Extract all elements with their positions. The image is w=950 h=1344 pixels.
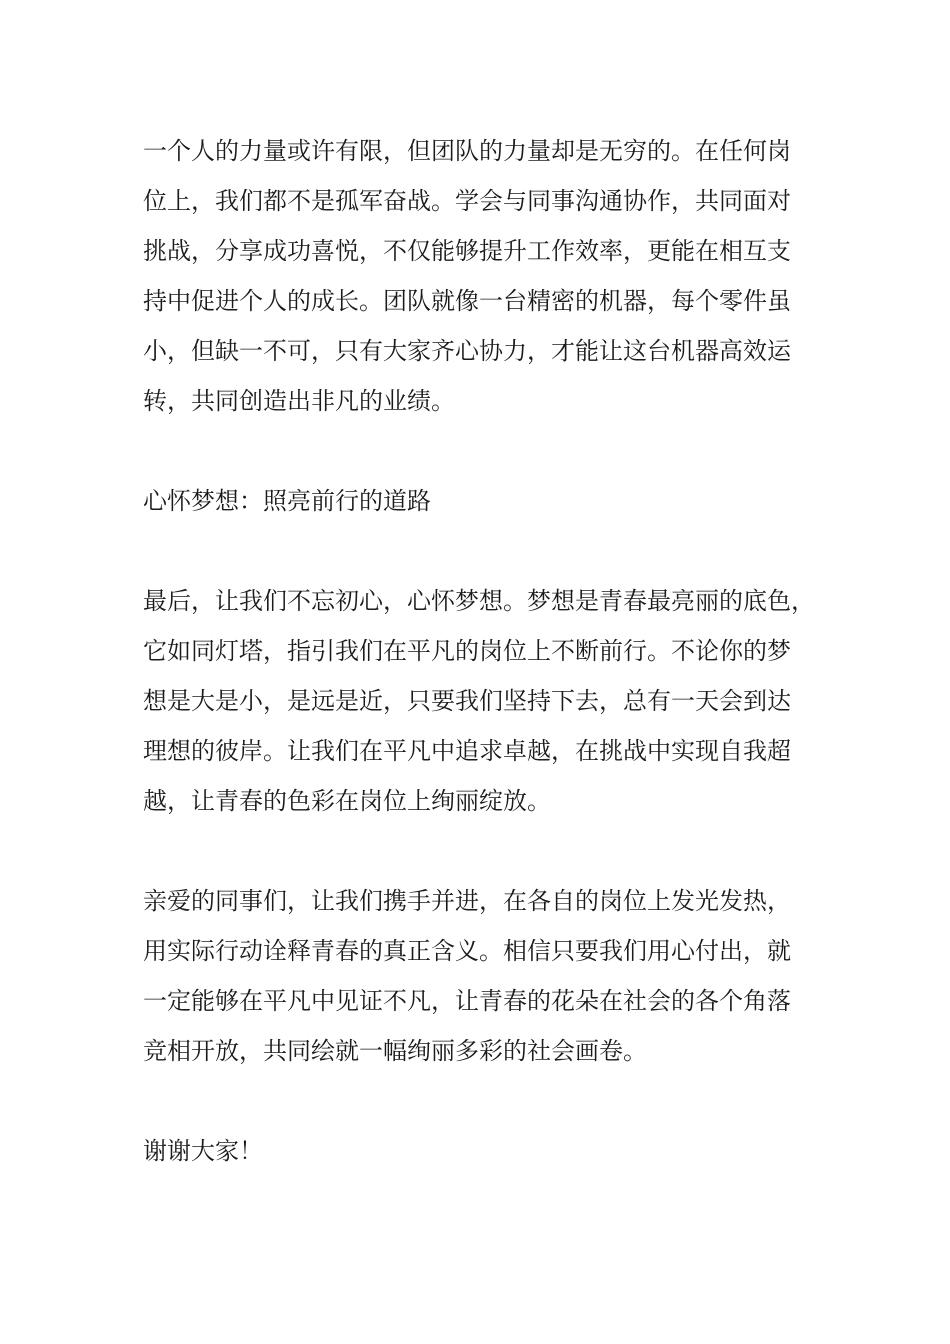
text-line: 理想的彼岸。让我们在平凡中追求卓越，在挑战中实现自我超 [143, 737, 791, 765]
text-line: 位上，我们都不是孤军奋战。学会与同事沟通协作，共同面对 [143, 187, 791, 215]
paragraph-dream [143, 576, 813, 826]
text-line: 它如同灯塔，指引我们在平凡的岗位上不断前行。不论你的梦 [143, 637, 791, 665]
text-line: 挑战，分享成功喜悦，不仅能够提升工作效率，更能在相互支 [143, 237, 791, 265]
text-line: 一个人的力量或许有限，但团队的力量却是无穷的。在任何岗 [143, 137, 791, 165]
closing-remark [143, 1126, 813, 1176]
text-line: 亲爱的同事们，让我们携手并进，在各自的岗位上发光发热， [143, 887, 791, 915]
text-line: 竞相开放，共同绘就一幅绚丽多彩的社会画卷。 [143, 1037, 647, 1065]
paragraph-teamwork [143, 126, 813, 426]
text-line: 用实际行动诠释青春的真正含义。相信只要我们用心付出，就 [143, 937, 791, 965]
closing-text: 谢谢大家！ [143, 1137, 263, 1165]
paragraph-appeal [143, 876, 813, 1076]
text-line: 最后，让我们不忘初心，心怀梦想。梦想是青春最亮丽的底色， [143, 587, 815, 615]
text-line: 越，让青春的色彩在岗位上绚丽绽放。 [143, 787, 551, 815]
text-line: 持中促进个人的成长。团队就像一台精密的机器，每个零件虽 [143, 287, 791, 315]
text-line: 转，共同创造出非凡的业绩。 [143, 387, 455, 415]
text-line: 小，但缺一不可，只有大家齐心协力，才能让这台机器高效运 [143, 337, 791, 365]
section-heading [143, 476, 813, 526]
heading-text: 心怀梦想：照亮前行的道路 [143, 487, 431, 515]
document-body [143, 126, 813, 1226]
text-line: 想是大是小，是远是近，只要我们坚持下去，总有一天会到达 [143, 687, 791, 715]
text-line: 一定能够在平凡中见证不凡，让青春的花朵在社会的各个角落 [143, 987, 791, 1015]
